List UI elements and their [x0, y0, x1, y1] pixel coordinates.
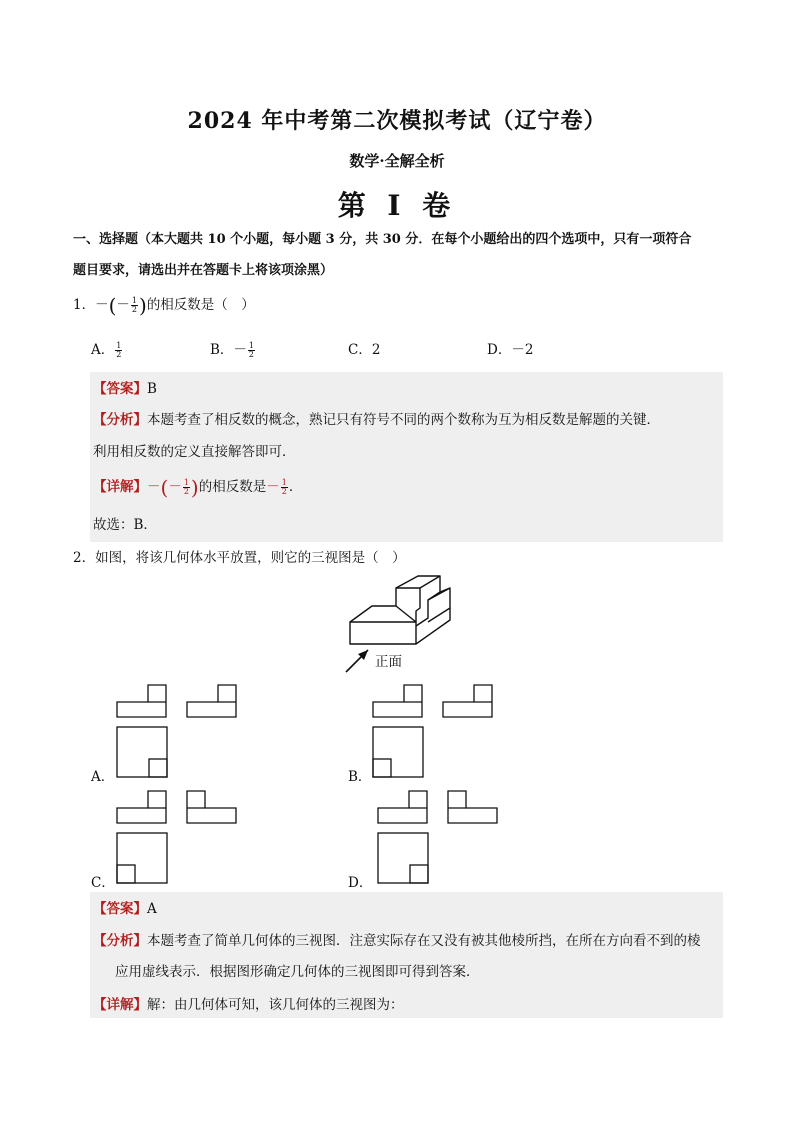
option-b[interactable]: B．－ $\frac{1}{2}$ — [210, 341, 255, 359]
stem-tail: 的相反数是（ ） — [146, 297, 255, 313]
q2-analysis-line2: 应用虚线表示．根据图形确定几何体的三视图即可得到答案． — [115, 964, 480, 980]
question-1-stem: 1．－(－ $\frac{1}{2}$ )的相反数是（ ） — [73, 293, 255, 318]
inner-minus: － — [116, 297, 130, 313]
section-instructions-line2: 题目要求，请选出并在答题卡上将该项涂黑） — [73, 263, 334, 278]
option-c[interactable]: C．2 — [348, 342, 381, 358]
option-d-label[interactable]: D． — [348, 875, 373, 891]
question-2-stem: 2．如图，将该几何体水平放置，则它的三视图是（ ） — [73, 550, 406, 566]
option-a-label[interactable]: A． — [91, 769, 115, 785]
option-b-label[interactable]: B． — [348, 769, 372, 785]
option-d[interactable]: D．－2 — [487, 342, 534, 358]
q1-conclusion: 故选：B． — [93, 517, 157, 533]
q1-analysis: 【分析】本题考查了相反数的概念，熟记只有符号不同的两个数称为互为相反数是解题的关键． — [93, 412, 660, 428]
volume-heading: 第 I 卷 — [337, 189, 457, 222]
q2-detail: 【详解】解：由几何体可知，该几何体的三视图为： — [93, 997, 404, 1013]
page-title: 2024 年中考第二次模拟考试（辽宁卷） — [187, 108, 607, 134]
option-b-views[interactable] — [370, 682, 500, 782]
section-instructions-line1: 一、选择题（本大题共 10 个小题，每小题 3 分，共 30 分．在每个小题给出的四个选项中，只有一项符合 — [73, 232, 692, 247]
q1-answer: 【答案】B — [93, 381, 157, 397]
q2-analysis: 【分析】本题考查了简单几何体的三视图．注意实际存在又没有被其他棱所挡，在所在方向看不到的棱 — [93, 933, 701, 949]
question-number: 1． — [73, 297, 96, 313]
option-a[interactable]: A． $\frac{1}{2}$ — [91, 341, 122, 359]
q2-answer: 【答案】A — [93, 901, 157, 917]
page-subtitle: 数学·全解全析 — [349, 152, 445, 170]
option-a-views[interactable] — [114, 682, 244, 782]
option-c-label[interactable]: C． — [91, 875, 115, 891]
fraction: $\frac{1}{2}$ — [131, 296, 137, 314]
front-label: 正面 — [375, 654, 402, 670]
option-c-views[interactable] — [114, 788, 244, 888]
minus-sign: － — [95, 297, 109, 313]
solid-figure — [340, 578, 470, 678]
q1-analysis-line2: 利用相反数的定义直接解答即可． — [93, 444, 296, 460]
q1-detail: 【详解】－(－ $\frac{1}{2}$ )的相反数是－ $\frac{1}{2}$ ． — [93, 475, 303, 500]
option-d-views[interactable] — [375, 788, 505, 888]
